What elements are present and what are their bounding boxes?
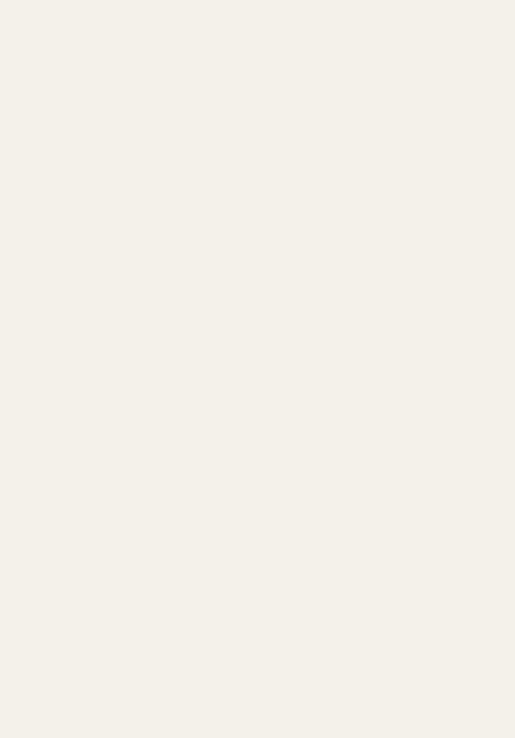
article-top-panel (40, 47, 490, 347)
article-bottom-panel (40, 356, 490, 701)
